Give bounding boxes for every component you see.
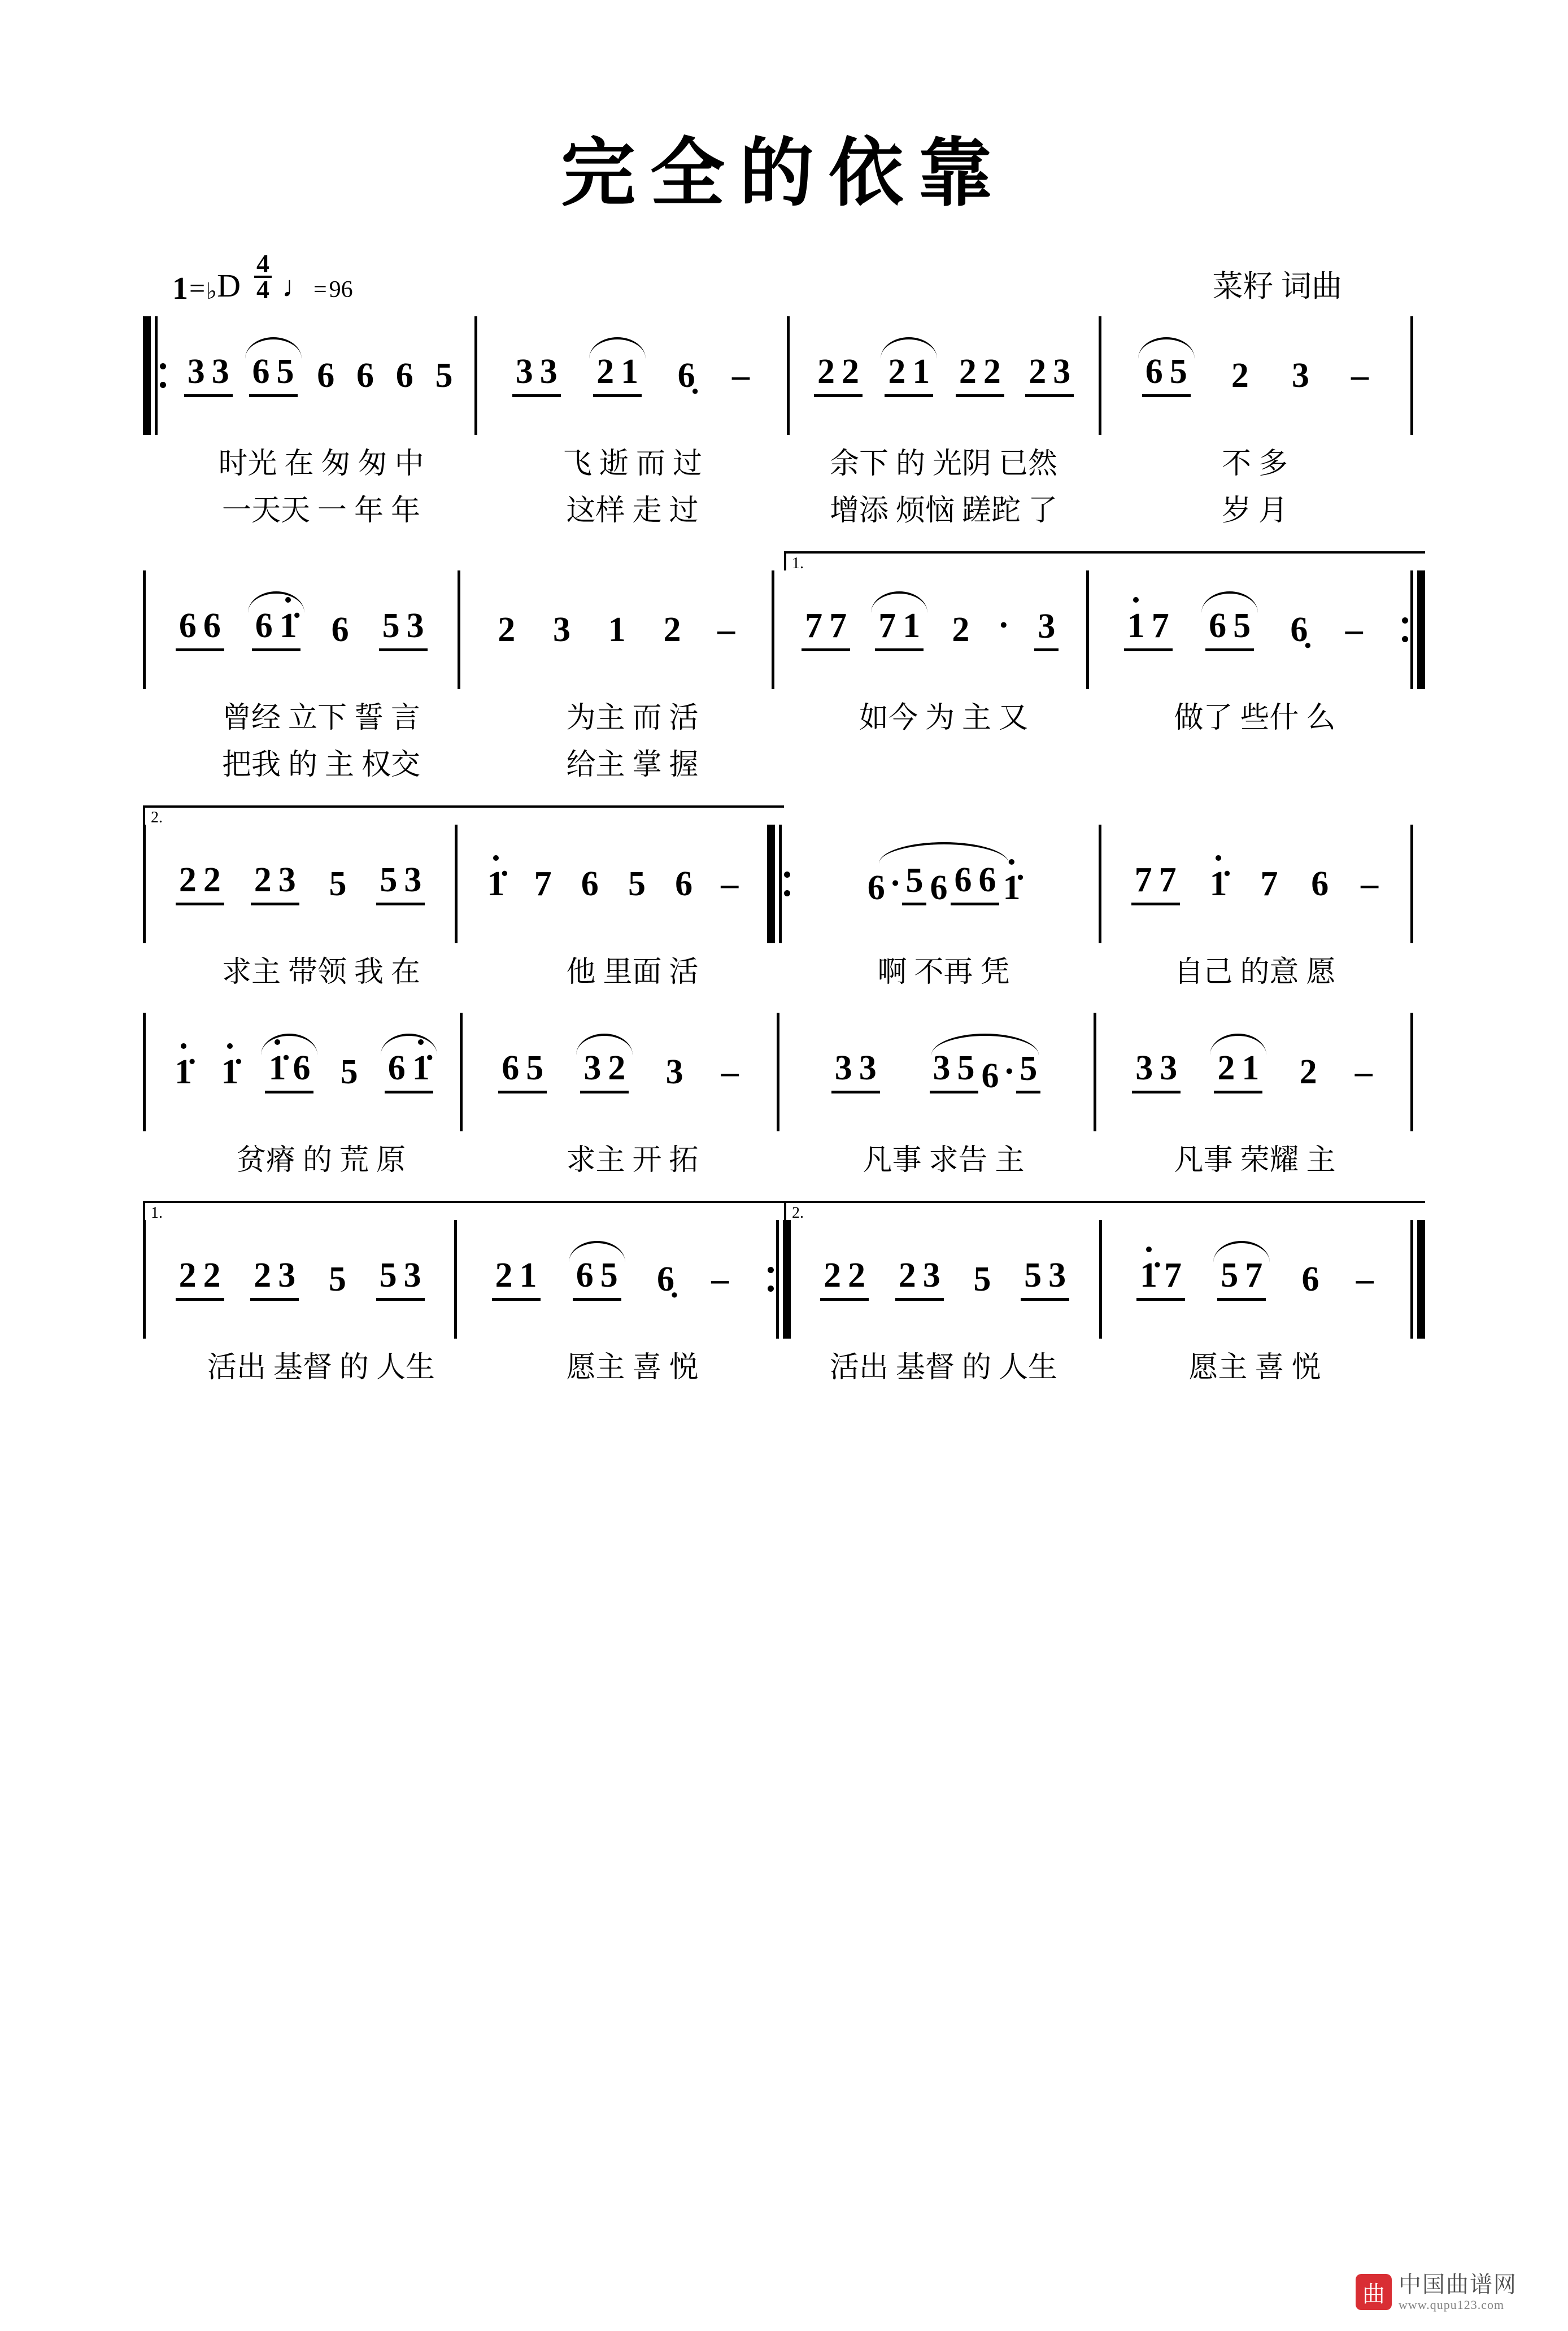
page-title: 完全的依靠 (561, 132, 1007, 215)
beamed-group-slur (573, 1258, 621, 1301)
key-equals: = (189, 272, 206, 304)
note: 1 (1242, 1049, 1260, 1087)
note: 7 (805, 607, 823, 645)
measure-1-4 (1101, 316, 1410, 435)
note: 2 (203, 861, 221, 899)
note: 2 (1231, 356, 1249, 395)
measure-4-3 (779, 1013, 1096, 1131)
lyric-measure: 一天天 一 年 年 (221, 495, 420, 527)
measure-1-2 (477, 316, 789, 435)
time-signature-top: 4 (254, 252, 272, 278)
note-row-4 (143, 1013, 1425, 1131)
time-signature-bottom: 4 (256, 275, 269, 304)
lyric-measure: 啊 不再 凭 (877, 956, 1010, 988)
note-high: 1̇ (265, 1051, 289, 1086)
note: 2 (596, 352, 615, 391)
note: 2 (254, 1256, 272, 1295)
beamed-group (802, 608, 850, 651)
note: 6 (252, 352, 270, 391)
note-high: 1̇ (1207, 866, 1231, 901)
lyric-measure (788, 736, 1099, 783)
measure-4-4 (1096, 1013, 1410, 1131)
note: 5 (526, 1049, 544, 1087)
note: 3 (278, 861, 296, 899)
note: 6 (954, 861, 972, 899)
note: 3 (404, 861, 422, 899)
measure-3-4 (1101, 825, 1410, 943)
beamed-group (1021, 1258, 1069, 1301)
beamed-group-slur (875, 608, 924, 651)
flat-icon: ♭ (206, 278, 217, 304)
lyric-measure: 不 多 (1221, 448, 1288, 480)
note-dash: – (721, 865, 739, 903)
beamed-group-slur (1217, 1258, 1266, 1301)
note-dash: – (711, 1260, 729, 1299)
measure-2-4 (1089, 570, 1401, 689)
note: 5 (379, 1256, 397, 1295)
note: 2 (608, 1049, 626, 1087)
second-ending-bracket-2 (784, 1201, 1425, 1220)
system-3 (143, 805, 1425, 990)
note: 6 (1209, 607, 1227, 645)
note-row-5 (143, 1220, 1425, 1339)
note: 3 (278, 1256, 296, 1295)
note: 7 (1134, 861, 1152, 899)
note: 1 (621, 352, 639, 391)
note: 3 (933, 1049, 951, 1087)
beamed-group-slur (1142, 354, 1191, 397)
note: 5 (902, 863, 926, 905)
note: 6 (867, 869, 885, 907)
beamed-group (379, 608, 428, 651)
beamed-group (376, 862, 425, 905)
note: 3 (1053, 352, 1071, 391)
beamed-group-slur (885, 354, 933, 397)
watermark-site-url: www.qupu123.com (1399, 2298, 1505, 2312)
first-ending-bracket-2 (143, 1201, 784, 1220)
lyric-row-4 (143, 1131, 1425, 1178)
lyric-row-2a (143, 689, 1425, 736)
note-dash: – (1356, 1260, 1374, 1299)
note-row-3 (143, 825, 1425, 943)
note: 6 (502, 1049, 520, 1087)
note: 7 (1164, 1256, 1182, 1295)
note: 2 (178, 1256, 197, 1295)
end-barline (1410, 316, 1425, 435)
lyric-measure: 飞 逝 而 过 (562, 448, 702, 480)
note: 3 (665, 1053, 683, 1091)
note: 3 (553, 611, 570, 649)
note-row-2 (143, 570, 1425, 689)
lyric-measure: 活出 基督 的 人生 (829, 1352, 1057, 1384)
lyric-measure: 把我 的 主 权交 (221, 749, 420, 781)
note: 5 (628, 865, 646, 903)
beamed-group-slur (580, 1051, 629, 1093)
note-low: 6̣ (1290, 611, 1308, 649)
lyric-measure: 曾经 立下 誓 言 (221, 702, 420, 734)
beamed-group-slur (930, 1051, 1041, 1093)
beamed-group (498, 1051, 547, 1093)
note: 7 (1151, 607, 1169, 645)
augmentation-dot: · (998, 606, 1010, 644)
note: 7 (829, 607, 847, 645)
note-high: 1̇ (999, 870, 1023, 905)
watermark-site-name: 中国曲谱网 (1399, 2272, 1517, 2298)
note: 6 (356, 356, 374, 395)
note-dash: – (1354, 1053, 1373, 1091)
lyric-row-2b (143, 736, 1425, 783)
measure-4-2 (463, 1013, 779, 1131)
note: 3 (406, 607, 424, 645)
lyric-row-5 (143, 1339, 1425, 1385)
lyric-measure: 这样 走 过 (566, 495, 699, 527)
note: 6 (981, 1057, 999, 1095)
measure-5-2 (457, 1220, 765, 1339)
note: 5 (973, 1260, 991, 1299)
note: 6 (293, 1049, 311, 1087)
note: 6 (1145, 352, 1163, 391)
end-barline (1410, 825, 1425, 943)
note: 5 (1024, 1256, 1042, 1295)
beamed-group (492, 1258, 541, 1301)
note: 2 (495, 1256, 513, 1295)
lyric-measure: 给主 掌 握 (566, 749, 699, 781)
measure-1-1 (165, 316, 477, 435)
lyric-measure: 岁 月 (1221, 495, 1288, 527)
ending-label: 1. (151, 1204, 163, 1222)
tempo-bpm: 96 (329, 276, 353, 303)
note: 3 (859, 1049, 877, 1087)
note: 2 (817, 352, 835, 391)
note: 6 (581, 865, 599, 903)
lyric-measure: 增添 烦恼 蹉跎 了 (829, 495, 1057, 527)
measure-2-1 (146, 570, 460, 689)
note: 1 (903, 607, 921, 645)
lyric-measure: 凡事 荣耀 主 (1174, 1144, 1336, 1177)
measure-5-1 (146, 1220, 457, 1339)
system-2 (143, 551, 1425, 783)
beamed-group (376, 1258, 425, 1301)
note: 6 (576, 1256, 594, 1295)
note: 6 (203, 607, 221, 645)
note: 7 (534, 865, 552, 903)
lyric-measure: 做了 些什 么 (1174, 702, 1336, 734)
note-high: 1̇ (217, 1055, 242, 1090)
note-dash: – (717, 611, 735, 649)
note: 6 (331, 611, 349, 649)
beamed-group-slur (249, 354, 298, 397)
beamed-group-slur (1205, 608, 1254, 651)
note: 2 (824, 1256, 842, 1295)
note: 3 (1160, 1049, 1178, 1087)
lyric-measure: 求主 带领 我 在 (221, 956, 420, 988)
note: 3 (211, 352, 229, 391)
measure-5-4 (1102, 1220, 1410, 1339)
measure-5-3 (791, 1220, 1102, 1339)
note-dash: – (1345, 611, 1363, 649)
note-low: 6̣ (657, 1260, 674, 1299)
lyric-measure (1099, 736, 1410, 783)
note: 3 (1291, 356, 1309, 395)
note: 5 (957, 1049, 975, 1087)
note-row-1 (143, 316, 1425, 435)
lyric-measure: 他 里面 活 (566, 956, 699, 988)
measure-3-1 (146, 825, 458, 943)
lyric-measure: 活出 基督 的 人生 (207, 1352, 435, 1384)
note: 5 (435, 356, 453, 395)
score-metadata (0, 249, 1568, 316)
lyric-measure: 时光 在 匆 匆 中 (218, 448, 424, 480)
tempo-marking (281, 271, 353, 304)
repeat-end-barline (766, 1220, 791, 1339)
note: 5 (380, 861, 398, 899)
note: 6 (1311, 865, 1329, 903)
site-watermark (1356, 2268, 1542, 2316)
note: 3 (539, 352, 557, 391)
lyric-measure: 求主 开 拓 (566, 1144, 699, 1177)
lyric-measure: 愿主 喜 悦 (566, 1352, 699, 1384)
beamed-group (1132, 1051, 1181, 1093)
beamed-group (1131, 862, 1180, 905)
lyric-measure: 如今 为 主 又 (859, 702, 1028, 734)
note: 5 (340, 1053, 358, 1091)
first-ending-bracket (784, 551, 1425, 570)
note: 2 (498, 611, 516, 649)
note: 5 (382, 607, 400, 645)
beamed-group-slur (252, 608, 300, 651)
key-letter: D (217, 267, 241, 304)
note: 3 (403, 1256, 421, 1295)
note: 2 (841, 352, 859, 391)
lyric-measure: 愿主 喜 悦 (1188, 1352, 1321, 1384)
note: 5 (328, 1260, 346, 1299)
note: 3 (583, 1049, 602, 1087)
measure-2-3 (774, 570, 1089, 689)
augmentation-dot: · (889, 864, 901, 903)
note: 3 (1048, 1256, 1066, 1295)
note: 5 (1169, 352, 1187, 391)
note: 3 (922, 1256, 940, 1295)
note-high: 1̇ (484, 866, 508, 901)
augmentation-dot: · (1003, 1052, 1016, 1091)
note: 6 (387, 1049, 406, 1087)
measure-3-2 (458, 825, 766, 943)
time-signature (254, 249, 272, 304)
end-barline (1410, 1013, 1425, 1131)
key-number: 1 (172, 271, 188, 306)
repeat-end-barline (1400, 570, 1425, 689)
lyric-row-1a (143, 435, 1425, 482)
beamed-group (956, 354, 1004, 397)
note: 5 (329, 865, 347, 903)
system-4 (143, 1013, 1425, 1178)
measure-2-2 (460, 570, 775, 689)
note: 2 (254, 861, 272, 899)
note: 7 (1158, 861, 1177, 899)
note-high: 1 (1124, 608, 1148, 643)
note: 2 (983, 352, 1001, 391)
lyric-row-3 (143, 943, 1425, 990)
note-dash: – (732, 356, 750, 395)
beamed-group (1136, 1258, 1185, 1301)
note-dash: – (1361, 865, 1379, 903)
note-high: 1̇ (1136, 1258, 1161, 1293)
measure-1-3 (790, 316, 1101, 435)
sheet-music-page (0, 113, 1568, 2331)
note: 5 (600, 1256, 618, 1295)
lyric-measure: 自己 的意 愿 (1174, 956, 1336, 988)
lyric-measure: 贫瘠 的 荒 原 (236, 1144, 406, 1177)
quarter-note-icon: ♩ (281, 271, 311, 303)
note: 2 (203, 1256, 221, 1295)
note: 7 (1260, 865, 1278, 903)
beamed-group (184, 354, 233, 397)
beamed-group (814, 354, 863, 397)
beamed-group (1025, 354, 1074, 397)
beamed-group (831, 1051, 880, 1093)
final-barline (1410, 1220, 1425, 1339)
beamed-group (895, 1258, 944, 1301)
note: 6 (395, 356, 413, 395)
note: 6 (1301, 1260, 1319, 1299)
note: 5 (1233, 607, 1251, 645)
note: 2 (1299, 1053, 1317, 1091)
note-dash: – (721, 1053, 739, 1091)
ending-label: 2. (151, 809, 163, 826)
second-ending-bracket (143, 805, 784, 825)
note: 1 (608, 611, 626, 649)
ending-label: 1. (792, 555, 804, 572)
beamed-group-slur (385, 1051, 433, 1093)
note: 3 (1034, 609, 1059, 651)
watermark-badge: 曲 (1356, 2274, 1392, 2310)
beamed-group-slur (864, 862, 1024, 905)
beamed-group (512, 354, 561, 397)
lyric-measure: 为主 而 活 (566, 702, 699, 734)
system-1 (143, 316, 1425, 529)
note: 6 (930, 869, 948, 907)
note: 7 (878, 607, 896, 645)
note-high: 1̇ (171, 1055, 195, 1090)
note: 6 (317, 356, 335, 395)
beamed-group (176, 1258, 224, 1301)
tempo-equals: = (313, 276, 327, 303)
note: 1 (519, 1256, 537, 1295)
beamed-group (176, 608, 224, 651)
beamed-group-slur (265, 1051, 313, 1093)
note: 2 (1029, 352, 1047, 391)
note-high: 1̇ (409, 1051, 433, 1086)
note: 2 (1217, 1049, 1235, 1087)
beamed-group (176, 862, 224, 905)
measure-3-3 (790, 825, 1101, 943)
note: 6 (178, 607, 197, 645)
note: 6 (978, 861, 996, 899)
note: 2 (848, 1256, 866, 1295)
note: 3 (834, 1049, 852, 1087)
note: 2 (178, 861, 197, 899)
note: 3 (187, 352, 205, 391)
note: 2 (663, 611, 681, 649)
note: 1 (912, 352, 930, 391)
note-dash: – (1351, 356, 1369, 395)
music-staff (143, 316, 1425, 1385)
beamed-group (820, 1258, 869, 1301)
repeat-start-barline (143, 316, 165, 435)
beamed-group (250, 1258, 299, 1301)
beamed-group (1124, 608, 1173, 651)
composer-credit: 菜籽 词曲 (1212, 269, 1342, 303)
note: 2 (888, 352, 906, 391)
note: 2 (898, 1256, 916, 1295)
beamed-group (251, 862, 299, 905)
note: 6 (255, 607, 273, 645)
note-high: 1̇ (276, 608, 300, 643)
note: 7 (1245, 1256, 1263, 1295)
measure-4-1 (146, 1013, 463, 1131)
note: 2 (959, 352, 977, 391)
note: 5 (1016, 1051, 1040, 1093)
ending-label: 2. (792, 1204, 804, 1222)
repeat-start-barline (767, 825, 790, 943)
note: 5 (276, 352, 294, 391)
note-low: 6̣ (677, 356, 695, 395)
beamed-group-slur (593, 354, 642, 397)
note: 5 (1221, 1256, 1239, 1295)
lyric-row-1b (143, 482, 1425, 529)
key-and-time-signature (172, 249, 353, 306)
note: 6 (675, 865, 693, 903)
system-5 (143, 1201, 1425, 1385)
beamed-group-slur (1214, 1051, 1262, 1093)
note: 3 (1135, 1049, 1153, 1087)
lyric-measure: 凡事 求告 主 (863, 1144, 1025, 1177)
lyric-measure: 余下 的 光阴 已然 (829, 448, 1057, 480)
note: 3 (515, 352, 533, 391)
note: 2 (952, 611, 970, 649)
